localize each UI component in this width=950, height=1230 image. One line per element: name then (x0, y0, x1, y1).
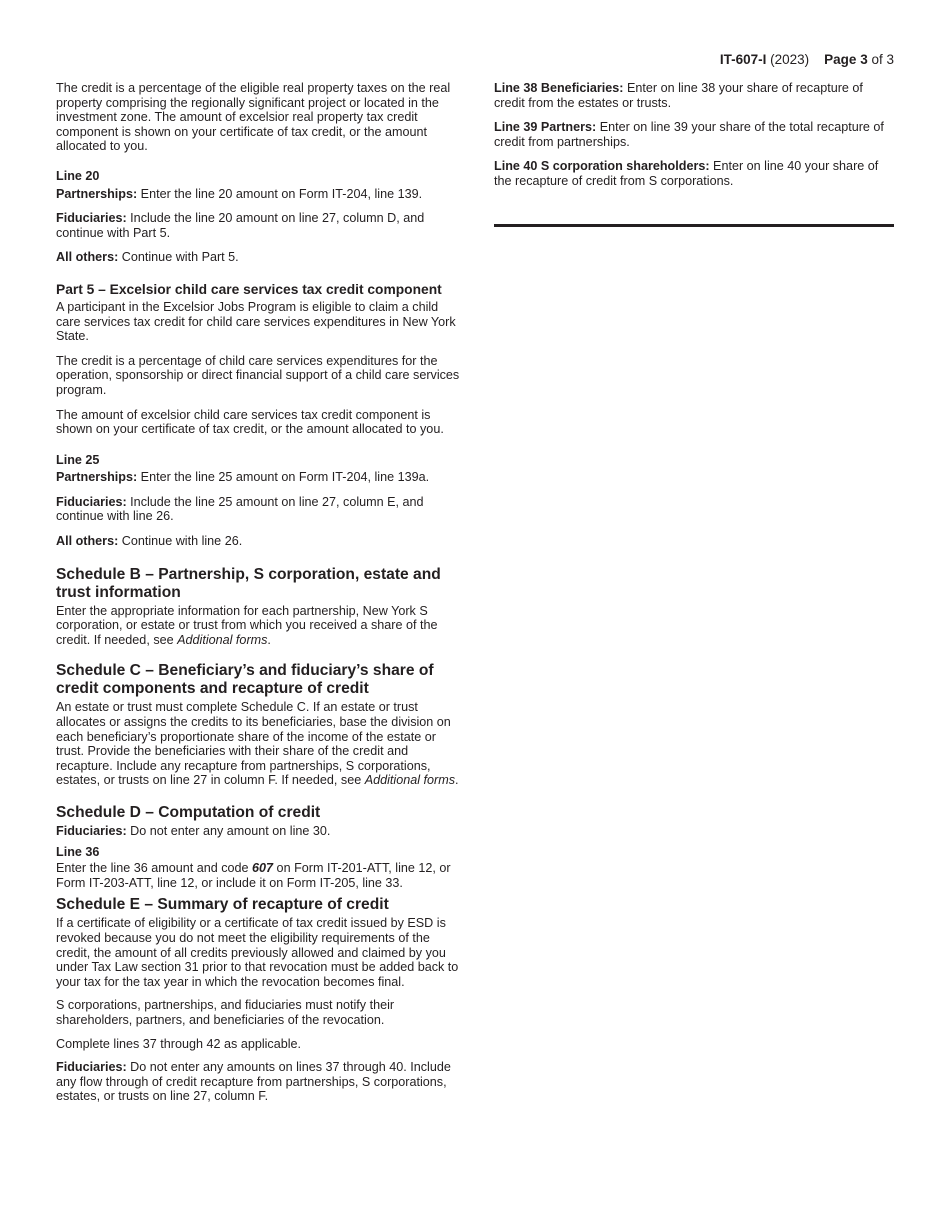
schedule-c-text: An estate or trust must complete Schedule C. If an estate or trust allocates or assigns the credits to its beneficiaries, base the division on each beneficiary’s proportionate share of the income of the estate or trust. Provide the beneficiaries with their share of the credit and recapture. Include any recapture from partnerships, S corporations, estates, or trusts on line 27 in column F. If needed, see Additional forms. (56, 700, 459, 788)
line36-heading: Line 36 (56, 844, 100, 859)
page-of: of 3 (871, 52, 894, 67)
page-header (720, 52, 894, 67)
schedule-e-paragraph-1: If a certificate of eligibility or a certificate of tax credit issued by ESD is revoked because you do not meet the eligibility requirements of the credit, the amount of all credits previously allowed and claimed by you under Tax Law section 31 prior to that revocation must be added back to your tax for the tax year in which the revocation becomes final. (56, 916, 459, 989)
schedule-d-heading: Schedule D – Computation of credit (56, 804, 321, 821)
part5-paragraph-2: The credit is a percentage of child care services expenditures for the operation, sponsorship or direct financial support of a child care services program. (56, 353, 460, 397)
line20-fiduciaries: Fiduciaries: Include the line 20 amount on line 27, column D, and continue with Part 5. (56, 211, 425, 240)
schedule-e-paragraph-3: Complete lines 37 through 42 as applicable. (56, 1036, 302, 1051)
right-column (494, 81, 894, 189)
left-column (56, 81, 460, 1104)
page-label: Page 3 (824, 52, 868, 67)
schedule-d-fiduciaries: Fiduciaries: Do not enter any amount on line 30. (56, 824, 331, 838)
line25-partnerships: Partnerships: Enter the line 25 amount on Form IT-204, line 139a. (56, 470, 430, 485)
line20-others: All others: Continue with Part 5. (56, 250, 239, 265)
line38-text: Line 38 Beneficiaries: Enter on line 38 your share of recapture of credit from the estates or trusts. (494, 81, 863, 110)
line36-text: Enter the line 36 amount and code 607 on Form IT-201-ATT, line 12, or Form IT-203-ATT, line 12, or include it on Form IT-205, line 33. (56, 861, 451, 890)
form-number: IT-607-I (719, 52, 767, 67)
line25-fiduciaries: Fiduciaries: Include the line 25 amount on line 27, column E, and continue with line 26. (56, 494, 424, 524)
part5-paragraph-3: The amount of excelsior child care services tax credit component is shown on your certificate of tax credit, or the amount allocated to you. (56, 407, 444, 437)
part5-heading: Part 5 – Excelsior child care services tax credit component (56, 281, 442, 297)
schedule-e-fiduciaries: Fiduciaries: Do not enter any amounts on lines 37 through 40. Include any flow through of credit recapture from partnerships, S corporations, estates, or trusts on line 27, column F. (56, 1060, 451, 1104)
intro-paragraph: The credit is a percentage of the eligible real property taxes on the real property comprising the regionally significant project or located in the investment zone. The amount of excelsior real property tax credit component is shown on your certificate of tax credit, or the amount allocated to you. (56, 81, 451, 154)
line25-others: All others: Continue with line 26. (56, 534, 243, 549)
line39-text: Line 39 Partners: Enter on line 39 your share of the total recapture of credit from partnerships. (494, 120, 884, 149)
schedule-b-text: Enter the appropriate information for each partnership, New York S corporation, or estate or trust from which you received a share of the credit. If needed, see Additional forms. (56, 603, 438, 647)
line20-partnerships: Partnerships: Enter the line 20 amount on Form IT-204, line 139. (56, 186, 423, 201)
schedule-c-heading: Schedule C – Beneficiary’s and fiduciary’s share of credit components and recapture of credit (56, 662, 434, 698)
schedule-e-paragraph-2: S corporations, partnerships, and fiduciaries must notify their shareholders, partners, and beneficiaries of the revocation. (56, 998, 395, 1027)
line20-heading: Line 20 (56, 168, 100, 183)
schedule-b-heading: Schedule B – Partnership, S corporation, estate and trust information (56, 565, 441, 601)
section-divider (494, 224, 894, 227)
line40-text: Line 40 S corporation shareholders: Enter on line 40 your share of the recapture of credit from S corporations. (494, 159, 879, 188)
schedule-e-heading: Schedule E – Summary of recapture of credit (56, 896, 389, 914)
line25-heading: Line 25 (56, 452, 100, 467)
form-year: (2023) (770, 52, 810, 67)
part5-paragraph-1: A participant in the Excelsior Jobs Program is eligible to claim a child care services tax credit for child care services expenditures in New York State. (56, 299, 456, 344)
